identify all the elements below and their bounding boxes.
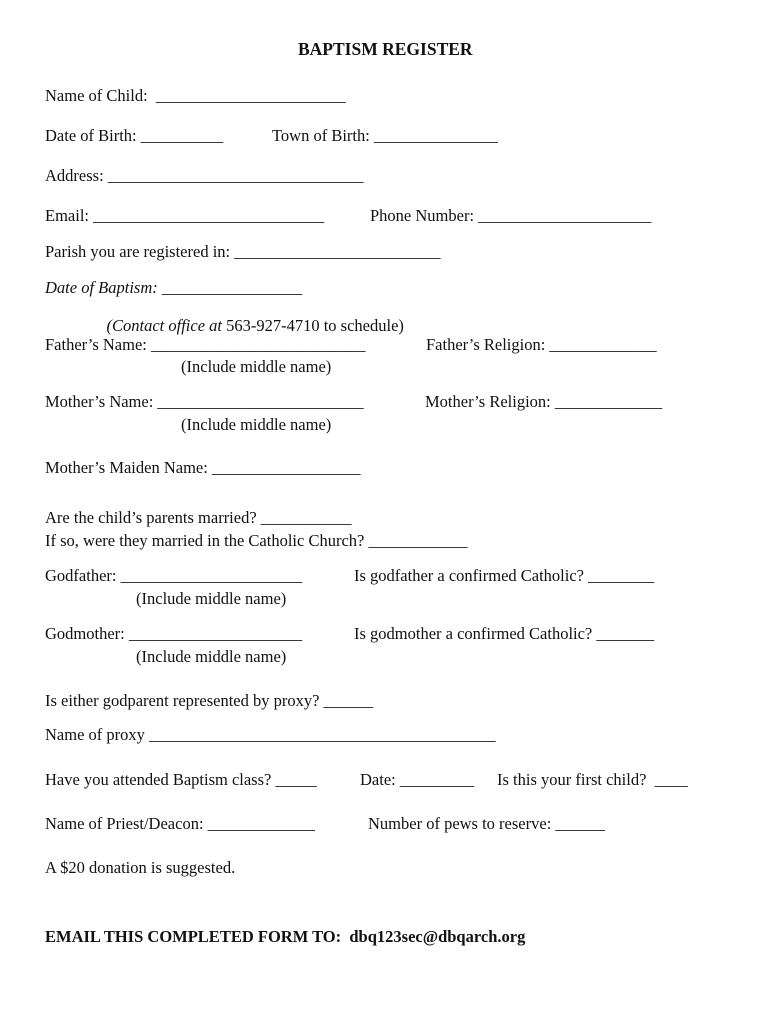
contact-note-phone: 563-927-4710 to schedule): [221, 315, 404, 335]
mother-name-field: Mother’s Name: _________________________: [45, 392, 364, 411]
parents-married-question: Are the child’s parents married? ___________: [45, 508, 352, 527]
godmother-middle-name-note: (Include middle name): [136, 647, 287, 666]
pews-to-reserve-field: Number of pews to reserve: ______: [368, 814, 605, 833]
father-name-field: Father’s Name: __________________________: [45, 335, 366, 354]
father-middle-name-note: (Include middle name): [181, 357, 332, 376]
parish-field: Parish you are registered in: _________________________: [45, 242, 441, 261]
first-child-question: Is this your first child? ____: [497, 770, 688, 789]
address-field: Address: _______________________________: [45, 166, 364, 185]
date-of-baptism-field: Date of Baptism: _________________: [45, 278, 303, 297]
phone-number-field: Phone Number: _____________________: [370, 206, 652, 225]
email-field: Email: ____________________________: [45, 206, 325, 225]
godfather-confirmed-question: Is godfather a confirmed Catholic? ________: [354, 566, 655, 585]
married-catholic-church-question: If so, were they married in the Catholic Church? ____________: [45, 531, 468, 550]
mother-middle-name-note: (Include middle name): [181, 415, 332, 434]
child-name-field: Name of Child: _______________________: [45, 86, 346, 105]
godmother-confirmed-question: Is godmother a confirmed Catholic? _______: [354, 624, 655, 643]
priest-deacon-field: Name of Priest/Deacon: _____________: [45, 814, 315, 833]
godfather-middle-name-note: (Include middle name): [136, 589, 287, 608]
donation-note: A $20 donation is suggested.: [45, 858, 236, 877]
proxy-question: Is either godparent represented by proxy? ______: [45, 691, 374, 710]
mother-religion-field: Mother’s Religion: _____________: [425, 392, 663, 411]
father-religion-field: Father’s Religion: _____________: [426, 335, 657, 354]
email-instruction: EMAIL THIS COMPLETED FORM TO: dbq123sec@dbqarch.org: [45, 927, 526, 946]
contact-note-italic: (Contact office at: [106, 315, 222, 335]
form-title: BAPTISM REGISTER: [298, 39, 473, 59]
baptism-class-date-field: Date: _________: [360, 770, 475, 789]
proxy-name-field: Name of proxy __________________________________________: [45, 725, 496, 744]
godfather-field: Godfather: ______________________: [45, 566, 303, 585]
town-of-birth-field: Town of Birth: _______________: [272, 126, 498, 145]
mother-maiden-name-field: Mother’s Maiden Name: __________________: [45, 458, 361, 477]
date-of-birth-field: Date of Birth: __________: [45, 126, 224, 145]
godmother-field: Godmother: _____________________: [45, 624, 303, 643]
baptism-class-question: Have you attended Baptism class? _____: [45, 770, 317, 789]
